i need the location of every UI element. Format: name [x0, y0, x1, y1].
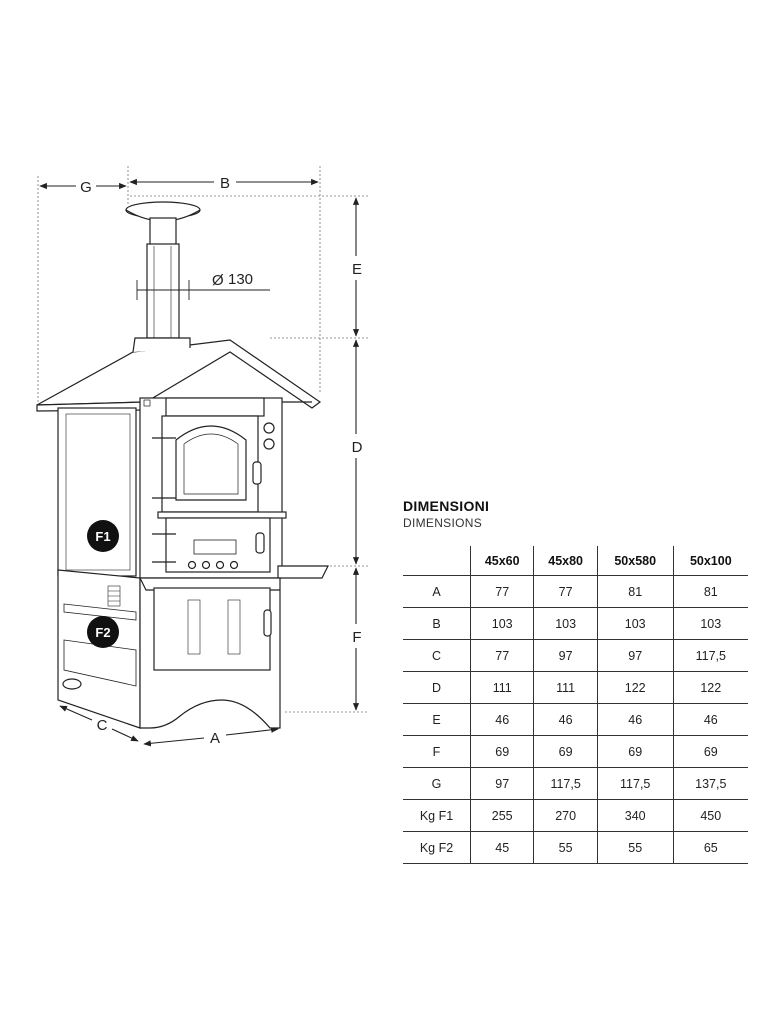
- diameter-label: 130: [228, 271, 254, 288]
- table-header-cell: 50x580: [597, 546, 673, 576]
- dimensions-table: [403, 546, 748, 864]
- dim-label-e: E: [351, 261, 363, 278]
- table-cell: 122: [597, 672, 673, 704]
- table-header-cell: 50x100: [673, 546, 748, 576]
- table-header-cell: 45x80: [534, 546, 597, 576]
- table-cell: 270: [534, 800, 597, 832]
- dim-label-g: G: [80, 179, 92, 196]
- table-cell: 103: [597, 608, 673, 640]
- table-row: [403, 736, 748, 768]
- row-label: E: [403, 704, 471, 736]
- f2-badge-label: F2: [95, 625, 111, 640]
- dim-label-a: A: [209, 730, 221, 747]
- table-cell: 65: [673, 832, 748, 864]
- table-cell: 111: [534, 672, 597, 704]
- row-label: Kg F2: [403, 832, 471, 864]
- table-cell: 122: [673, 672, 748, 704]
- dim-label-f: F: [352, 629, 362, 646]
- table-cell: 103: [471, 608, 534, 640]
- table-cell: 46: [673, 704, 748, 736]
- f1-badge-label: F1: [95, 529, 111, 544]
- table-header-cell: [403, 546, 471, 576]
- table-cell: 46: [534, 704, 597, 736]
- table-header-cell: 45x60: [471, 546, 534, 576]
- table-cell: 69: [597, 736, 673, 768]
- table-row: [403, 832, 748, 864]
- table-row: [403, 672, 748, 704]
- table-cell: 117,5: [597, 768, 673, 800]
- dim-label-d: D: [351, 439, 363, 456]
- dim-label-c: C: [96, 717, 108, 734]
- chimney: [126, 202, 200, 338]
- table-cell: 137,5: [673, 768, 748, 800]
- table-cell: 46: [597, 704, 673, 736]
- table-cell: 46: [471, 704, 534, 736]
- table-cell: 77: [471, 576, 534, 608]
- table-cell: 340: [597, 800, 673, 832]
- table-row: [403, 576, 748, 608]
- table-row: [403, 704, 748, 736]
- base-cabinet: [58, 570, 280, 728]
- table-cell: 450: [673, 800, 748, 832]
- row-label: D: [403, 672, 471, 704]
- table-cell: 97: [471, 768, 534, 800]
- table-cell: 103: [534, 608, 597, 640]
- dimensions-subtitle: DIMENSIONS: [403, 516, 483, 530]
- table-cell: 97: [534, 640, 597, 672]
- table-row: [403, 800, 748, 832]
- diameter-symbol: Ø: [212, 272, 224, 289]
- table-cell: 55: [534, 832, 597, 864]
- table-cell: 45: [471, 832, 534, 864]
- table-cell: 81: [597, 576, 673, 608]
- table-cell: 255: [471, 800, 534, 832]
- table-cell: 77: [471, 640, 534, 672]
- table-cell: 117,5: [534, 768, 597, 800]
- table-row: [403, 640, 748, 672]
- table-cell: 81: [673, 576, 748, 608]
- table-cell: 55: [597, 832, 673, 864]
- row-label: F: [403, 736, 471, 768]
- f1-badge: [87, 520, 119, 552]
- dimensions-title: DIMENSIONI: [403, 498, 490, 514]
- row-label: A: [403, 576, 471, 608]
- table-row: [403, 608, 748, 640]
- row-label: G: [403, 768, 471, 800]
- table-cell: 69: [471, 736, 534, 768]
- row-label: B: [403, 608, 471, 640]
- table-cell: 97: [597, 640, 673, 672]
- f2-badge: [87, 616, 119, 648]
- table-cell: 117,5: [673, 640, 748, 672]
- row-label: C: [403, 640, 471, 672]
- table-cell: 77: [534, 576, 597, 608]
- table-cell: 111: [471, 672, 534, 704]
- table-cell: 69: [534, 736, 597, 768]
- row-label: Kg F1: [403, 800, 471, 832]
- dim-label-b: B: [219, 175, 231, 192]
- table-header-row: [403, 546, 748, 576]
- table-row: [403, 768, 748, 800]
- table-cell: 103: [673, 608, 748, 640]
- table-cell: 69: [673, 736, 748, 768]
